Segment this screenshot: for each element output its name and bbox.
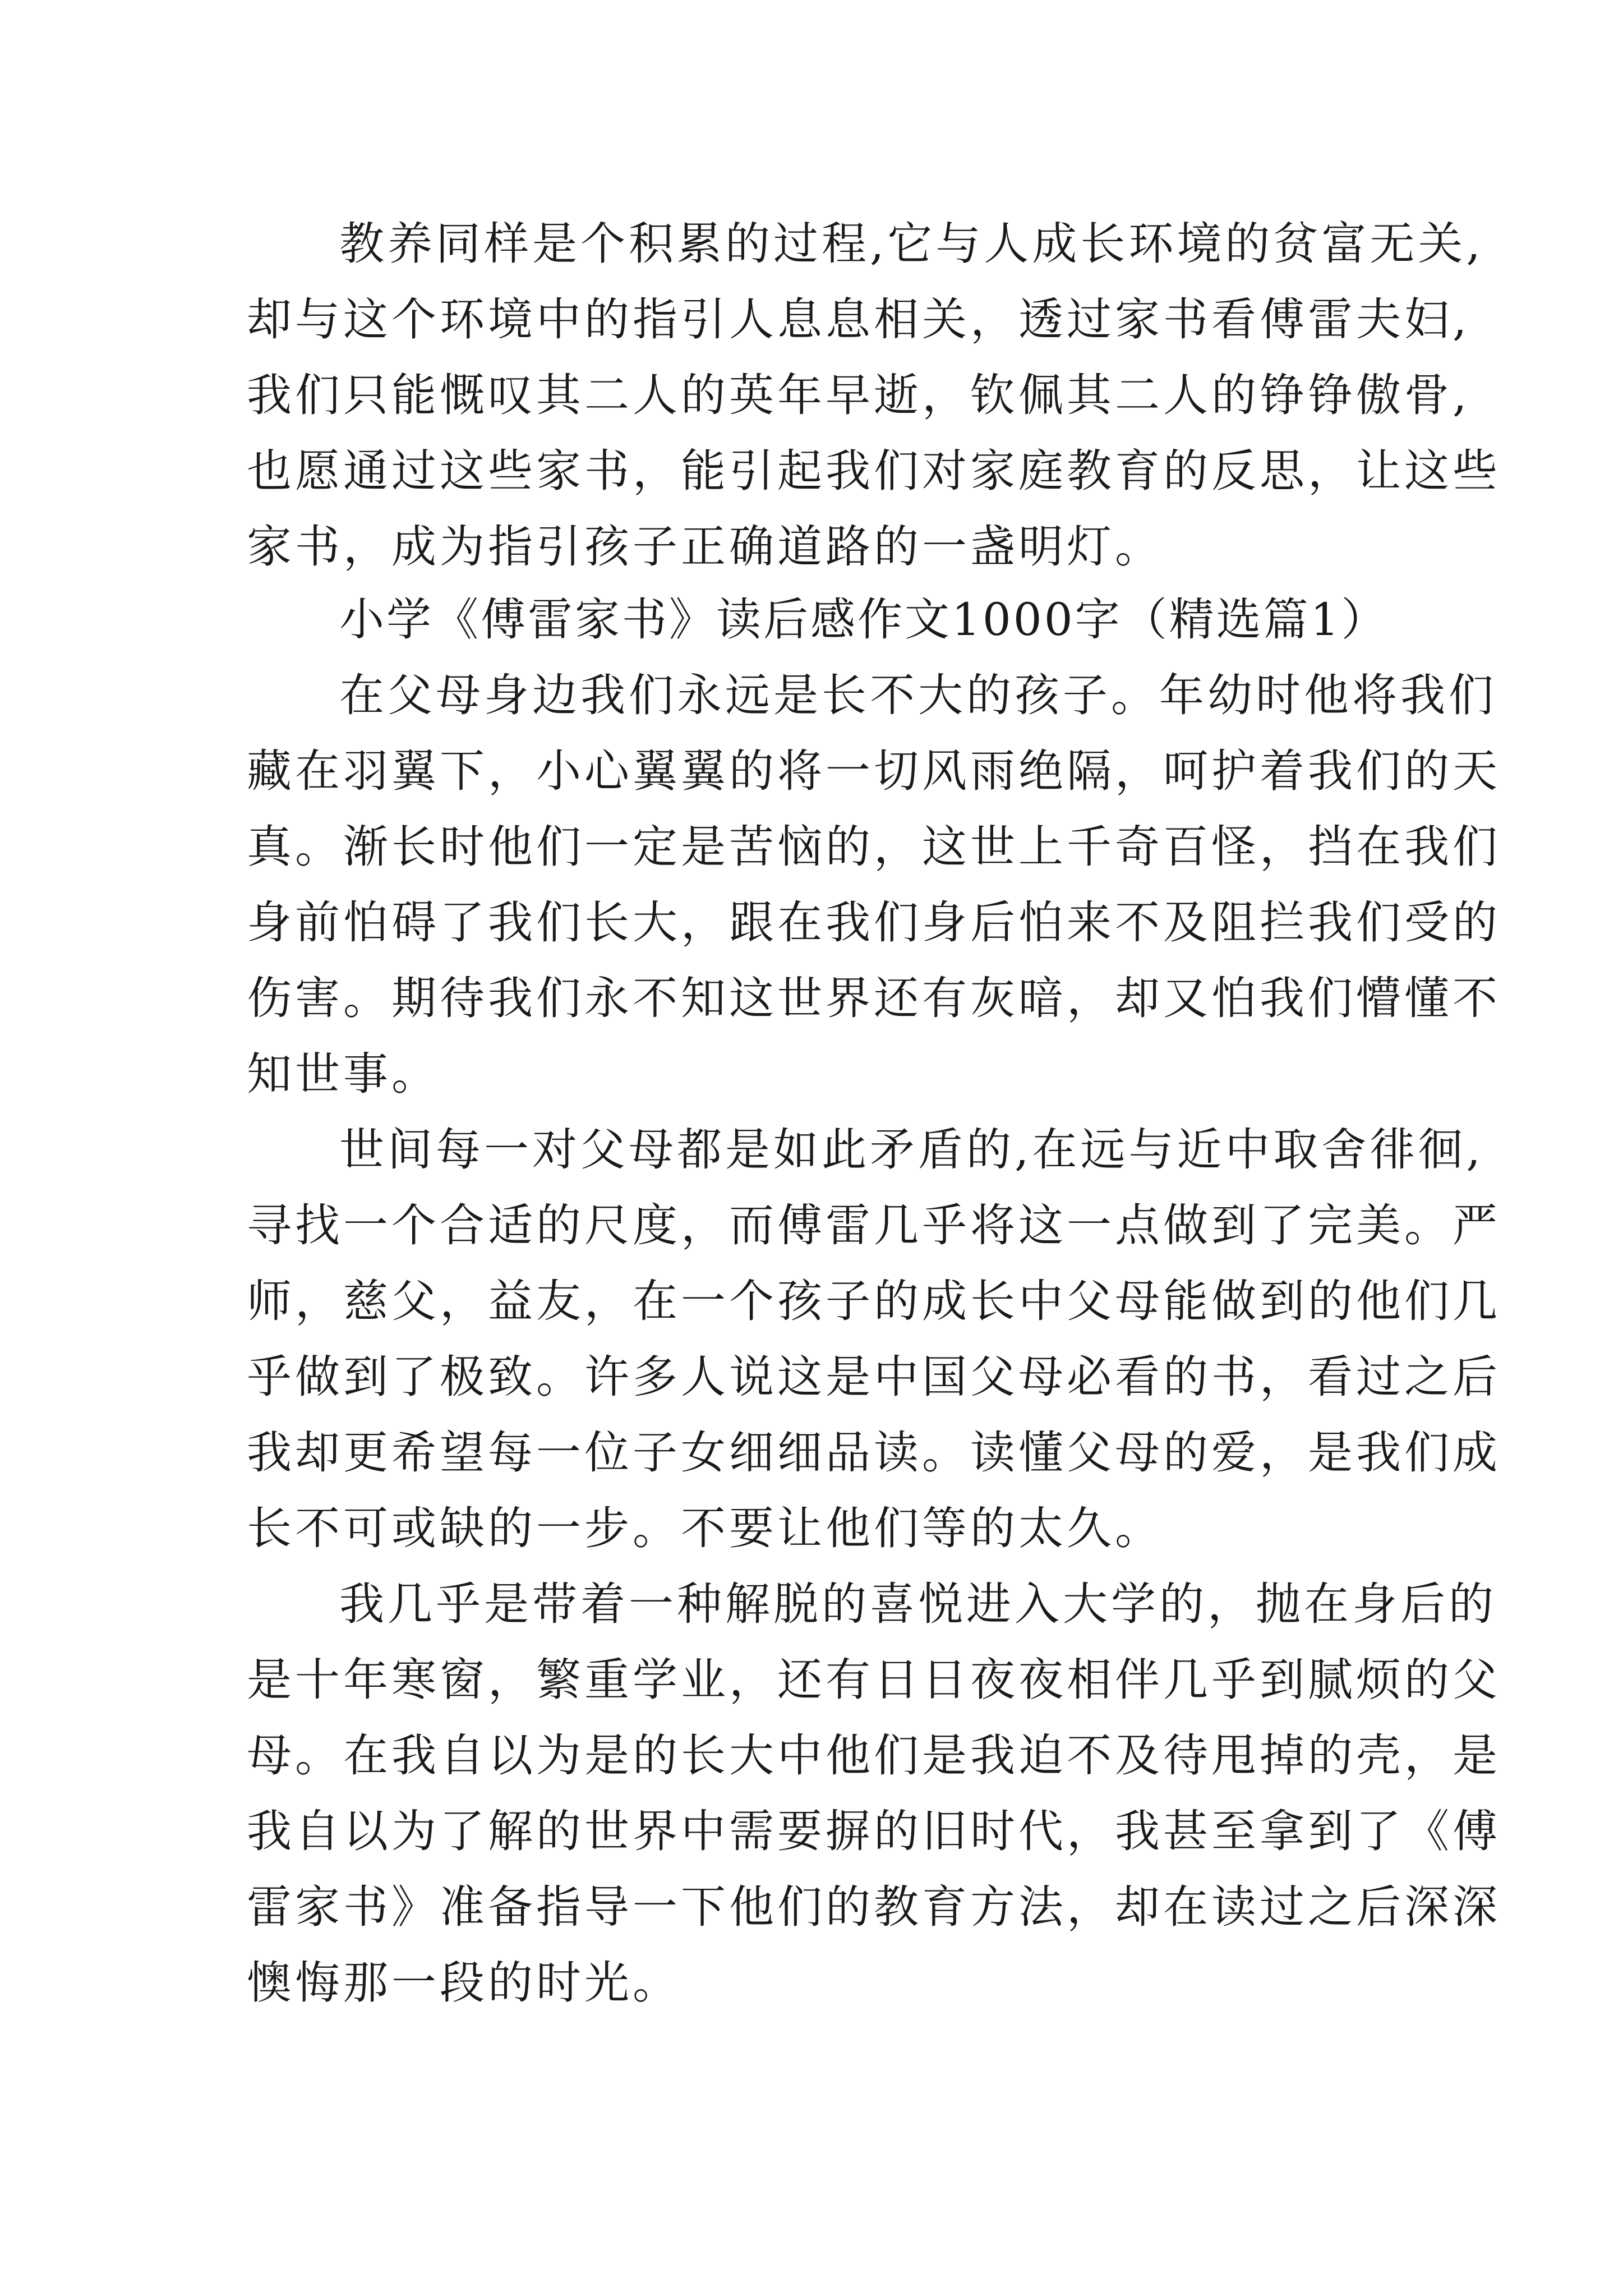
text-line: 长不可或缺的一步。不要让他们等的太久。: [247, 1502, 1163, 1554]
text-line: 藏在羽翼下，小心翼翼的将一切风雨绝隔，呵护着我们的天: [247, 745, 1501, 797]
text-line: 知世事。: [247, 1048, 440, 1100]
text-line: 真。渐长时他们一定是苦恼的，这世上千奇百怪，挡在我们: [247, 821, 1501, 873]
text-line: 我几乎是带着一种解脱的喜悦进入大学的，抛在身后的: [339, 1578, 1497, 1630]
text-line: 母。在我自以为是的长大中他们是我迫不及待甩掉的壳，是: [247, 1729, 1501, 1782]
text-line: 我自以为了解的世界中需要摒的旧时代，我甚至拿到了《傅: [247, 1805, 1501, 1857]
text-line: 我却更希望每一位子女细细品读。读懂父母的爱，是我们成: [247, 1427, 1501, 1479]
text-line: 家书，成为指引孩子正确道路的一盏明灯。: [247, 521, 1163, 573]
text-line: 师，慈父，益友，在一个孩子的成长中父母能做到的他们几: [247, 1275, 1501, 1327]
text-line: 伤害。期待我们永不知这世界还有灰暗，却又怕我们懵懂不: [247, 972, 1501, 1024]
text-line: 也愿通过这些家书，能引起我们对家庭教育的反思，让这些: [247, 445, 1501, 497]
text-line: 乎做到了极致。许多人说这是中国父母必看的书，看过之后: [247, 1351, 1501, 1403]
text-line: 懊悔那一段的时光。: [247, 1957, 681, 2009]
text-line: 在父母身边我们永远是长不大的孩子。年幼时他将我们: [339, 669, 1497, 721]
text-line: 却与这个环境中的指引人息息相关，透过家书看傅雷夫妇,: [247, 293, 1470, 346]
text-line: 雷家书》准备指导一下他们的教育方法，却在读过之后深深: [247, 1881, 1501, 1933]
text-line: 教养同样是个积累的过程,它与人成长环境的贫富无关,: [339, 218, 1484, 270]
text-line: 世间每一对父母都是如此矛盾的,在远与近中取舍徘徊,: [339, 1124, 1484, 1176]
text-line: 是十年寒窗，繁重学业，还有日日夜夜相伴几乎到腻烦的父: [247, 1654, 1501, 1706]
text-line: 寻找一个合适的尺度，而傅雷几乎将这一点做到了完美。严: [247, 1199, 1501, 1251]
text-line: 身前怕碍了我们长大，跟在我们身后怕来不及阻拦我们受的: [247, 896, 1501, 949]
section-heading: 小学《傅雷家书》读后感作文1000字（精选篇1）: [339, 593, 1389, 646]
text-line: 我们只能慨叹其二人的英年早逝，钦佩其二人的铮铮傲骨,: [247, 369, 1470, 421]
